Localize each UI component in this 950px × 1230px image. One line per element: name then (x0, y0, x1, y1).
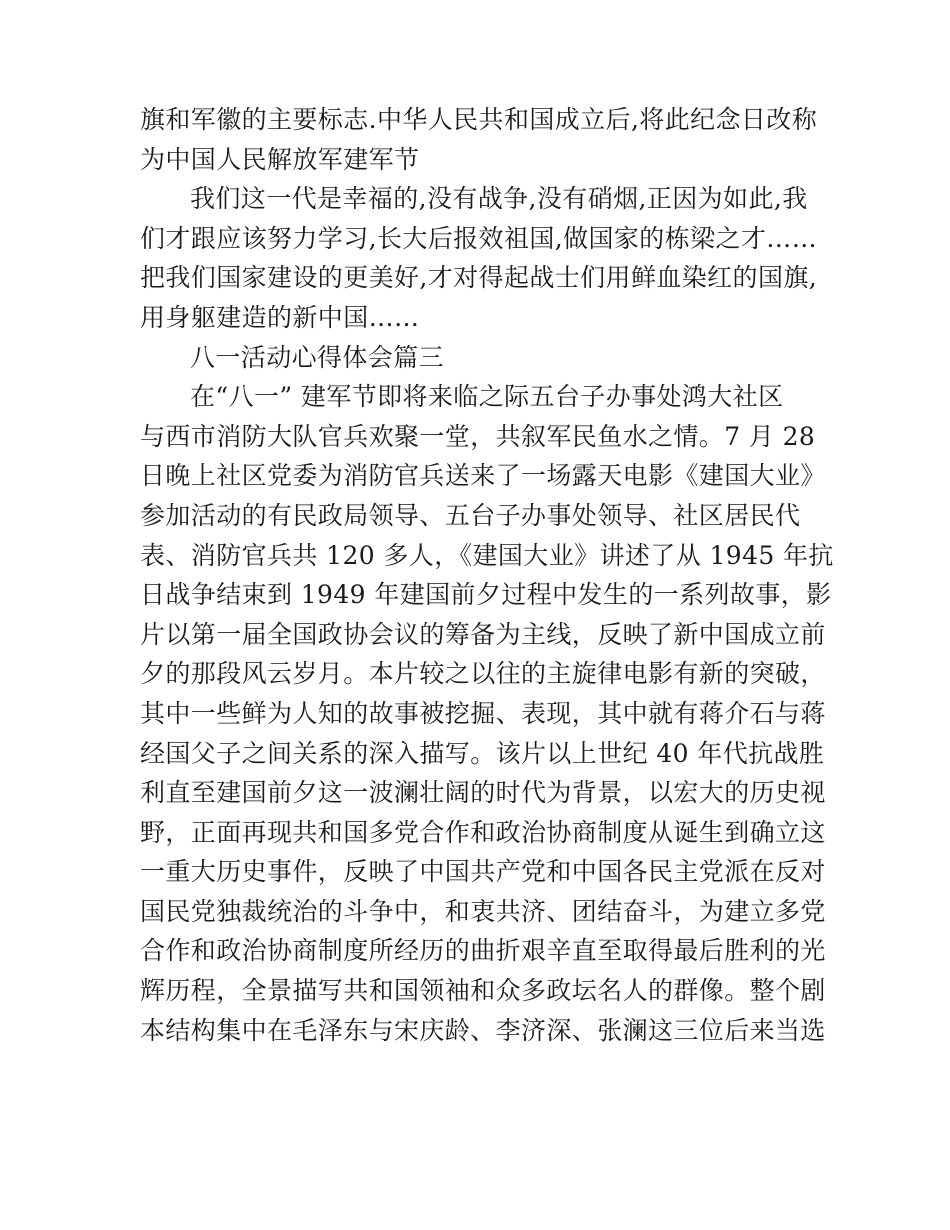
text-line: 本结构集中在毛泽东与宋庆龄、李济深、张澜这三位后来当选 (140, 1015, 826, 1045)
text-line: 片以第一届全国政协会议的筹备为主线，反映了新中国成立前 (140, 619, 826, 649)
text-line: 在“八一” 建军节即将来临之际五台子办事处鸿大社区 (190, 382, 784, 412)
text-line: 们才跟应该努力学习,长大后报效祖国,做国家的栋梁之才…… (140, 223, 818, 253)
text-line: 辉历程，全景描写共和国领袖和众多政坛名人的群像。整个剧 (140, 976, 826, 1006)
text-line: 为中国人民解放军建军节 (140, 144, 420, 174)
text-line: 利直至建国前夕这一波澜壮阔的时代为背景，以宏大的历史视 (140, 778, 826, 808)
text-line: 经国父子之间关系的深入描写。该片以上世纪 40 年代抗战胜 (140, 738, 825, 768)
text-line: 表、消防官兵共 120 多人，《建国大业》讲述了从 1945 年抗 (140, 540, 834, 570)
text-line: 参加活动的有民政局领导、五台子办事处领导、社区居民代 (140, 500, 801, 530)
text-line: 我们这一代是幸福的,没有战争,没有硝烟,正因为如此,我 (190, 184, 808, 214)
document-body (140, 100, 834, 1050)
text-line: 一重大历史事件，反映了中国共产党和中国各民主党派在反对 (140, 857, 826, 887)
text-line: 日战争结束到 1949 年建国前夕过程中发生的一系列故事，影 (140, 580, 832, 610)
text-line: 用身躯建造的新中国…… (140, 302, 420, 332)
text-line: 旗和军徽的主要标志.中华人民共和国成立后,将此纪念日改称 (140, 105, 818, 134)
text-line: 八一活动心得体会篇三 (190, 342, 445, 372)
text-line: 国民党独裁统治的斗争中，和衷共济、团结奋斗，为建立多党 (140, 896, 826, 926)
text-line: 野，正面再现共和国多党合作和政治协商制度从诞生到确立这 (140, 817, 826, 847)
text-line: 合作和政治协商制度所经历的曲折艰辛直至取得最后胜利的光 (140, 936, 826, 966)
text-line: 夕的那段风云岁月。本片较之以往的主旋律电影有新的突破， (140, 659, 826, 689)
text-line: 日晚上社区党委为消防官兵送来了一场露天电影《建国大业》 (140, 461, 826, 491)
text-line: 其中一些鲜为人知的故事被挖掘、表现，其中就有蒋介石与蒋 (140, 698, 826, 728)
text-line: 把我们国家建设的更美好,才对得起战士们用鲜血染红的国旗, (140, 263, 818, 293)
text-line: 与西市消防大队官兵欢聚一堂，共叙军民鱼水之情。7 月 28 (140, 421, 816, 451)
